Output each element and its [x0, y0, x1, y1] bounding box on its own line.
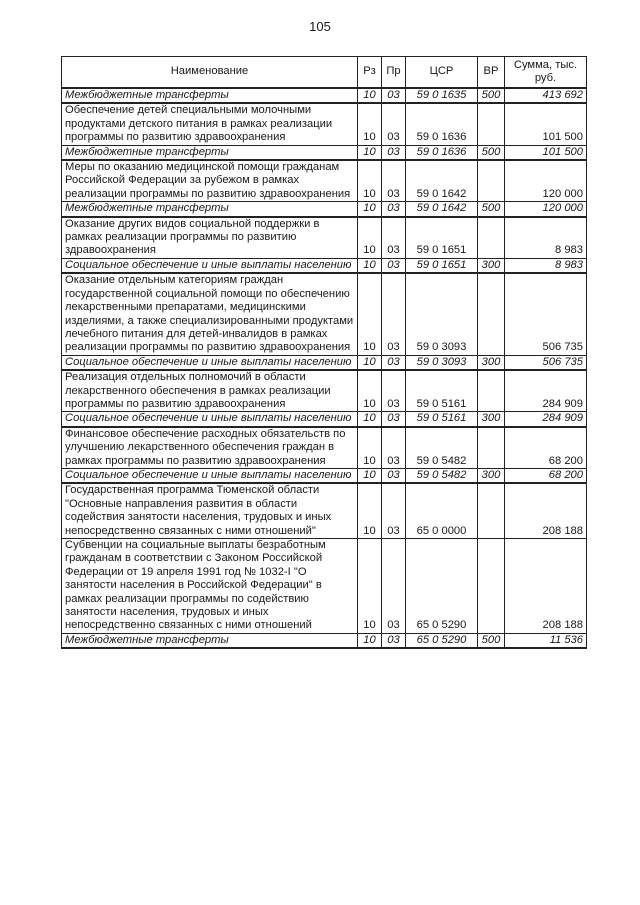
cell-name: Оказание других видов социальной поддержки в рамках реализации программы по развитию здравоохранения [62, 217, 358, 259]
cell-csr: 59 0 1635 [406, 88, 478, 103]
cell-pr: 03 [382, 355, 406, 370]
cell-vr [478, 103, 505, 145]
table-row [62, 427, 587, 469]
cell-pr: 03 [382, 217, 406, 259]
cell-csr: 59 0 5161 [406, 412, 478, 427]
cell-name: Финансовое обеспечение расходных обязательств по улучшению лекарственного обеспечения граждан в рамках программы по развитию здравоохранения [62, 427, 358, 469]
header-sum: Сумма, тыс. руб. [505, 57, 587, 89]
table-row [62, 539, 587, 634]
cell-csr: 65 0 0000 [406, 483, 478, 538]
cell-vr: 300 [478, 355, 505, 370]
cell-name: Межбюджетные трансферты [62, 202, 358, 217]
cell-csr: 59 0 5161 [406, 370, 478, 412]
cell-name: Социальное обеспечение и иные выплаты населению [62, 355, 358, 370]
cell-vr: 500 [478, 633, 505, 648]
table-row [62, 103, 587, 145]
table-row [62, 217, 587, 259]
cell-sum: 506 735 [505, 355, 587, 370]
cell-csr: 65 0 5290 [406, 633, 478, 648]
cell-csr: 59 0 5482 [406, 468, 478, 483]
cell-csr: 59 0 1651 [406, 258, 478, 273]
cell-rz: 10 [358, 88, 382, 103]
cell-sum: 101 500 [505, 145, 587, 160]
cell-rz: 10 [358, 160, 382, 202]
cell-vr: 300 [478, 468, 505, 483]
cell-vr [478, 427, 505, 469]
cell-vr: 500 [478, 88, 505, 103]
cell-sum: 208 188 [505, 539, 587, 634]
cell-sum: 506 735 [505, 273, 587, 355]
cell-vr: 500 [478, 202, 505, 217]
cell-name: Государственная программа Тюменской области "Основные направления развития в области содействия занятости населения, трудовых и иных непосредственно связанных с ними отношений" [62, 483, 358, 538]
cell-csr: 59 0 1642 [406, 202, 478, 217]
cell-rz: 10 [358, 217, 382, 259]
cell-vr [478, 539, 505, 634]
table-row [62, 370, 587, 412]
cell-pr: 03 [382, 483, 406, 538]
header-vr: ВР [478, 57, 505, 89]
cell-sum: 208 188 [505, 483, 587, 538]
cell-name: Меры по оказанию медицинской помощи гражданам Российской Федерации за рубежом в рамках реализации программы по развитию здравоохранения [62, 160, 358, 202]
cell-csr: 59 0 1651 [406, 217, 478, 259]
cell-rz: 10 [358, 273, 382, 355]
cell-name: Оказание отдельным категориям граждан государственной социальной помощи по обеспечению лекарственными препаратами, медицинскими изделиями, а также специализированными продуктами лечебного питания для детей-инвалидов в рамках реализации программы по развитию здравоохранения [62, 273, 358, 355]
header-pr: Пр [382, 57, 406, 89]
header-csr: ЦСР [406, 57, 478, 89]
cell-name: Межбюджетные трансферты [62, 88, 358, 103]
cell-pr: 03 [382, 273, 406, 355]
cell-sum: 11 536 [505, 633, 587, 648]
cell-pr: 03 [382, 160, 406, 202]
cell-name: Социальное обеспечение и иные выплаты населению [62, 258, 358, 273]
cell-sum: 101 500 [505, 103, 587, 145]
cell-rz: 10 [358, 483, 382, 538]
cell-sum: 284 909 [505, 412, 587, 427]
cell-name: Межбюджетные трансферты [62, 145, 358, 160]
cell-pr: 03 [382, 427, 406, 469]
cell-csr: 59 0 3093 [406, 355, 478, 370]
table-row [62, 355, 587, 370]
cell-rz: 10 [358, 412, 382, 427]
table-header [62, 57, 587, 89]
cell-sum: 68 200 [505, 468, 587, 483]
cell-pr: 03 [382, 539, 406, 634]
cell-vr: 300 [478, 258, 505, 273]
cell-pr: 03 [382, 370, 406, 412]
cell-sum: 120 000 [505, 202, 587, 217]
cell-vr: 500 [478, 145, 505, 160]
cell-sum: 68 200 [505, 427, 587, 469]
table-row [62, 145, 587, 160]
cell-sum: 413 692 [505, 88, 587, 103]
cell-rz: 10 [358, 355, 382, 370]
table-row [62, 483, 587, 538]
cell-pr: 03 [382, 258, 406, 273]
cell-rz: 10 [358, 468, 382, 483]
cell-sum: 284 909 [505, 370, 587, 412]
cell-rz: 10 [358, 539, 382, 634]
cell-rz: 10 [358, 370, 382, 412]
table-row [62, 468, 587, 483]
cell-rz: 10 [358, 145, 382, 160]
cell-pr: 03 [382, 468, 406, 483]
cell-vr: 300 [478, 412, 505, 427]
cell-rz: 10 [358, 633, 382, 648]
table-row [62, 258, 587, 273]
table-row [62, 273, 587, 355]
cell-csr: 59 0 1636 [406, 103, 478, 145]
cell-csr: 59 0 1636 [406, 145, 478, 160]
cell-vr [478, 217, 505, 259]
cell-name: Межбюджетные трансферты [62, 633, 358, 648]
cell-vr [478, 370, 505, 412]
cell-rz: 10 [358, 202, 382, 217]
cell-sum: 8 983 [505, 217, 587, 259]
cell-vr [478, 483, 505, 538]
cell-vr [478, 160, 505, 202]
cell-pr: 03 [382, 88, 406, 103]
cell-name: Субвенции на социальные выплаты безработным гражданам в соответствии с Законом Российской Федерации от 19 апреля 1991 год № 1032-I "О занятости населения в Российской Федерации" в рамках реализации программы по содействию занятости населения, трудовых и иных непосредственно связанных с ними отношений [62, 539, 358, 634]
table-body [62, 88, 587, 648]
cell-pr: 03 [382, 633, 406, 648]
cell-pr: 03 [382, 145, 406, 160]
table-row [62, 633, 587, 648]
table-row [62, 88, 587, 103]
cell-rz: 10 [358, 103, 382, 145]
cell-sum: 8 983 [505, 258, 587, 273]
cell-csr: 65 0 5290 [406, 539, 478, 634]
cell-name: Социальное обеспечение и иные выплаты населению [62, 412, 358, 427]
cell-rz: 10 [358, 427, 382, 469]
cell-sum: 120 000 [505, 160, 587, 202]
cell-pr: 03 [382, 412, 406, 427]
table-row [62, 202, 587, 217]
cell-rz: 10 [358, 258, 382, 273]
header-rz: Рз [358, 57, 382, 89]
cell-csr: 59 0 3093 [406, 273, 478, 355]
budget-table [61, 56, 587, 649]
cell-vr [478, 273, 505, 355]
header-name: Наименование [62, 57, 358, 89]
table-row [62, 412, 587, 427]
cell-pr: 03 [382, 103, 406, 145]
cell-pr: 03 [382, 202, 406, 217]
cell-csr: 59 0 5482 [406, 427, 478, 469]
cell-csr: 59 0 1642 [406, 160, 478, 202]
cell-name: Социальное обеспечение и иные выплаты населению [62, 468, 358, 483]
page-number: 105 [309, 19, 331, 34]
table-row [62, 160, 587, 202]
cell-name: Обеспечение детей специальными молочными продуктами детского питания в рамках реализации программы по развитию здравоохранения [62, 103, 358, 145]
cell-name: Реализация отдельных полномочий в области лекарственного обеспечения в рамках реализации программы по развитию здравоохранения [62, 370, 358, 412]
